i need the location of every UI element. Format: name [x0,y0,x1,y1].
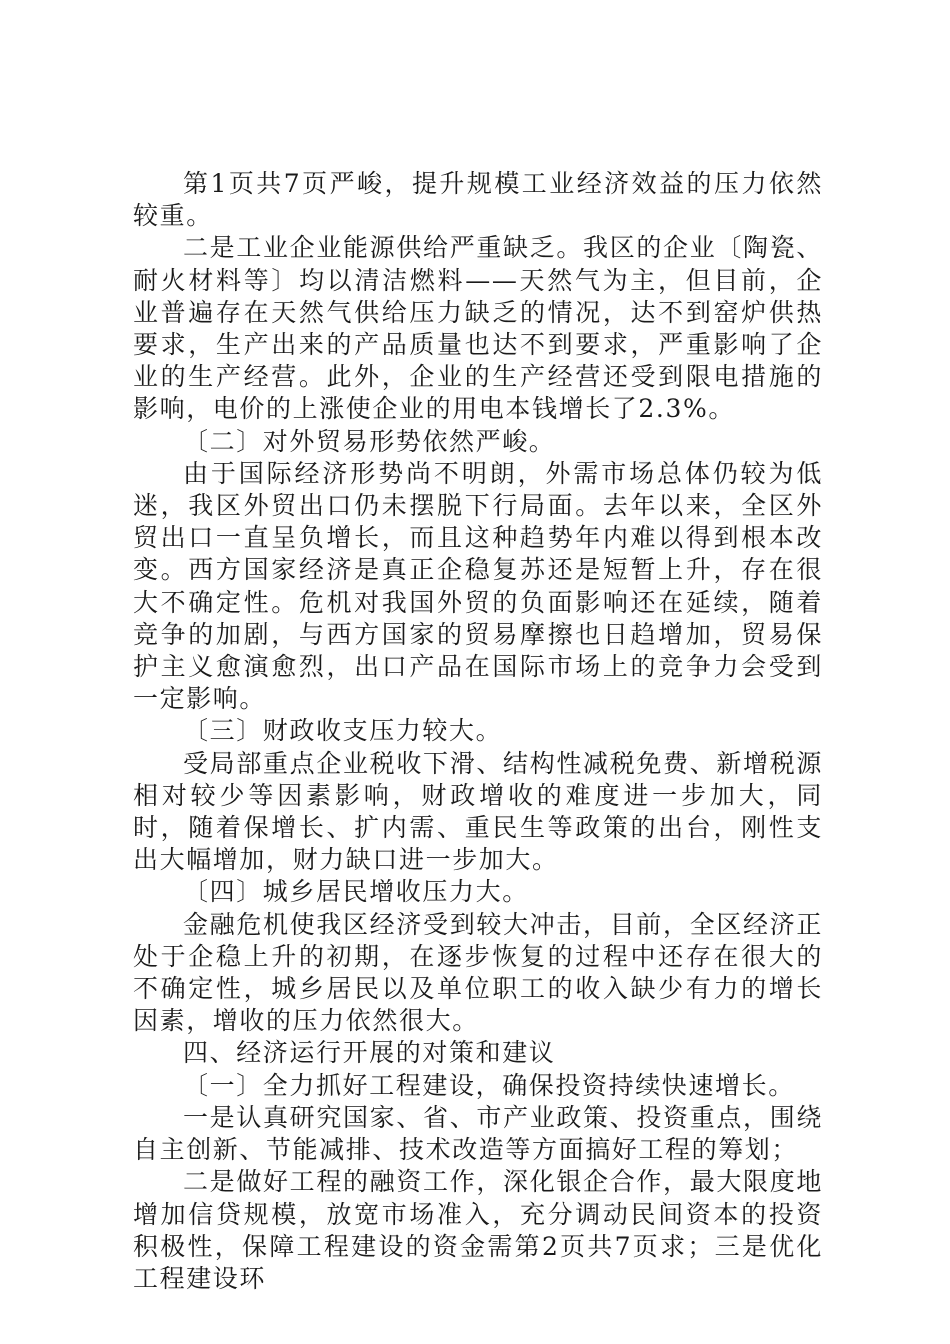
paragraph-1: 第1页共7页严峻，提升规模工业经济效益的压力依然较重。 [133,169,823,231]
paragraph-4: 受局部重点企业税收下滑、结构性减税免费、新增税源相对较少等因素影响，财政增收的难度进一步加大，同时，随着保增长、扩内需、重民生等政策的出台，刚性支出大幅增加，财力缺口进一步加大。 [133,748,823,875]
paragraph-2: 二是工业企业能源供给严重缺乏。我区的企业〔陶瓷、耐火材料等〕均以清洁燃料——天然气为主，但目前，企业普遍存在天然气供给压力缺乏的情况，达不到窑炉供热要求，生产出来的产品质量也达不到要求，严重影响了企业的生产经营。此外，企业的生产经营还受到限电措施的影响，电价的上涨使企业的用电本钱增长了2.3%。 [133,233,823,424]
paragraph-6: 一是认真研究国家、省、市产业政策、投资重点，围绕自主创新、节能减排、技术改造等方面搞好工程的筹划； [133,1102,823,1165]
section-heading-2: 〔二〕对外贸易形势依然严峻。 [183,426,556,456]
section-heading-4-1: 〔一〕全力抓好工程建设，确保投资持续快速增长。 [183,1070,795,1100]
chapter-heading-4: 四、经济运行开展的对策和建议 [183,1038,556,1068]
paragraph-7: 二是做好工程的融资工作，深化银企合作，最大限度地增加信贷规模，放宽市场准入，充分调动民间资本的投资积极性，保障工程建设的资金需第2页共7页求；三是优化工程建设环 [133,1167,823,1293]
paragraph-5: 金融危机使我区经济受到较大冲击，目前，全区经济正处于企稳上升的初期，在逐步恢复的过程中还存在很大的不确定性，城乡居民以及单位职工的收入缺少有力的增长因素，增收的压力依然很大。 [133,909,823,1036]
section-heading-4: 〔四〕城乡居民增收压力大。 [183,877,529,907]
document-body [133,168,823,1295]
paragraph-3: 由于国际经济形势尚不明朗，外需市场总体仍较为低迷，我区外贸出口仍未摆脱下行局面。去年以来，全区外贸出口一直呈负增长，而且这种趋势年内难以得到根本改变。西方国家经济是真正企稳复苏还是短暂上升，存在很大不确定性。危机对我国外贸的负面影响还在延续，随着竞争的加剧，与西方国家的贸易摩擦也日趋增加，贸易保护主义愈演愈烈，出口产品在国际市场上的竞争力会受到一定影响。 [133,458,823,714]
section-heading-3: 〔三〕财政收支压力较大。 [183,716,503,746]
